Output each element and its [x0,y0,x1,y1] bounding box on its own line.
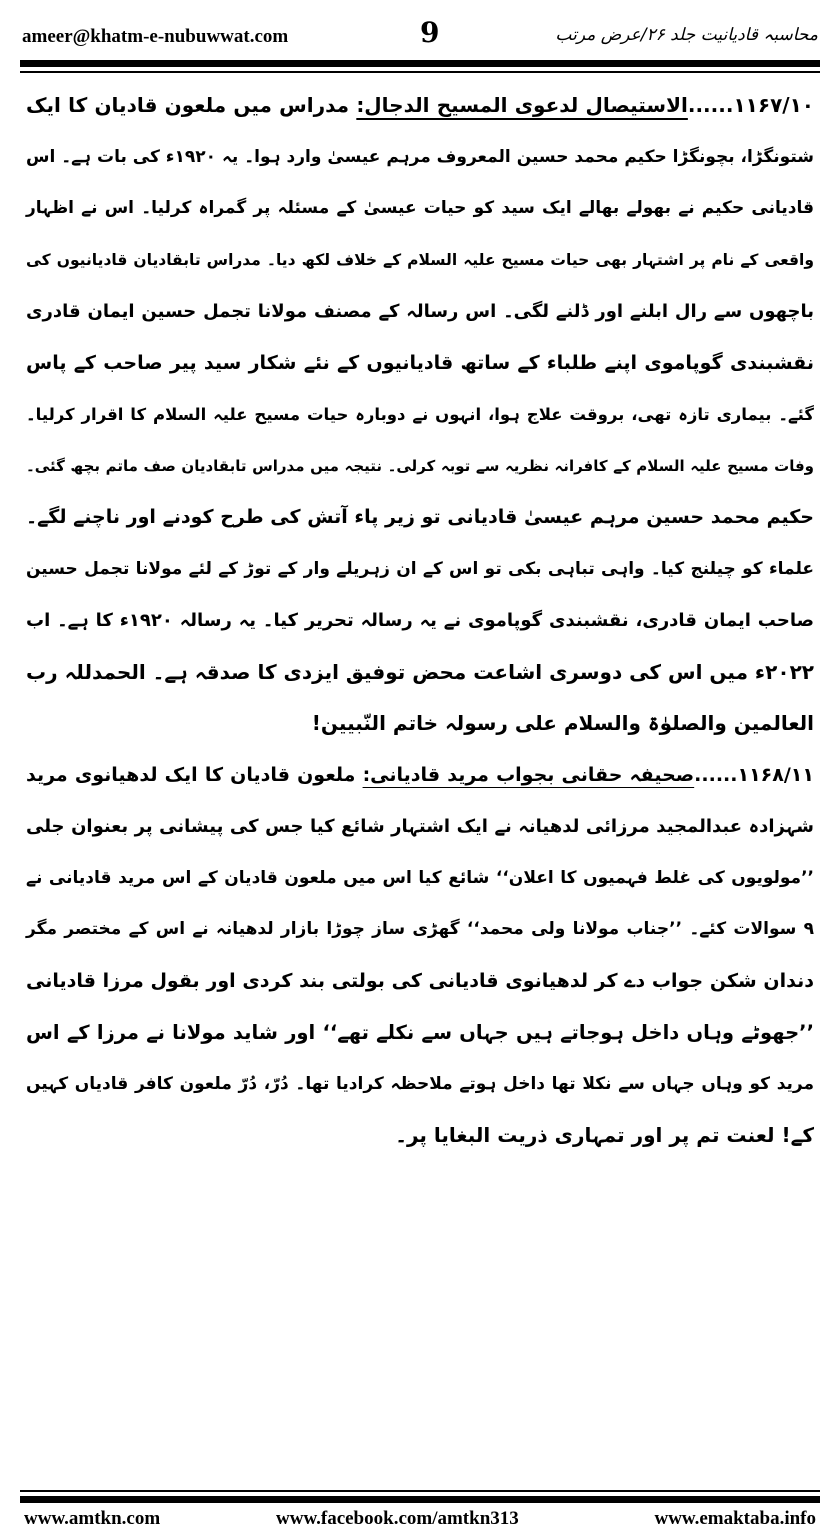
body-text [26,80,814,1162]
text-line [26,698,814,750]
text-line [26,389,814,441]
text-line [26,647,814,699]
text-line [26,235,814,287]
line-text: دندان شکن جواب دے کر لدھیانوی قادیانی کی بولتی بند کردی اور بقول مرزا قادیانی [26,969,814,992]
footer-rule-thin [20,1490,820,1492]
line-text: مرید کو وہاں جہاں سے نکلا تھا داخل ہوتے ملاحظہ کرادیا تھا۔ دُرّ، دُرّ ملعون کافر قادیاں کہیں [26,1073,814,1094]
line-text: حکیم محمد حسین مرہم عیسیٰ قادیانی تو زیر پاء آتش کی طرح کودنے اور ناچنے لگے۔ [26,506,814,528]
footer-link-emaktaba[interactable]: www.emaktaba.info [654,1508,816,1529]
text-line [26,750,814,802]
line-text: ’’مولویوں کی غلط فہمیوں کا اعلان‘‘ شائع کیا اس میں ملعون قادیان کے اس مرید قادیانی نے [26,867,814,888]
text-line [26,80,814,132]
text-line [26,286,814,338]
text-line [26,904,814,956]
line-text: ۲۰۲۲ء میں اس کی دوسری اشاعت محض توفیق ایزدی کا صدقہ ہے۔ الحمدللہ رب [26,659,814,684]
footer-link-facebook[interactable]: www.facebook.com/amtkn313 [276,1508,519,1529]
footer-rule-thick [20,1496,820,1503]
line-text: علماء کو چیلنج کیا۔ واہی تباہی بکی تو اس کے ان زہریلے وار کے توڑ کے لئے مولانا تجمل حسین [26,558,814,579]
text-line [26,801,814,853]
page-number: 9 [420,16,440,49]
text-line [26,956,814,1008]
text-line [26,492,814,544]
page-header [20,14,820,58]
line-text: شہزادہ عبدالمجید مرزائی لدھیانہ نے ایک اشتہار شائع کیا جس کی پیشانی پر بعنوان جلی [26,816,814,837]
line-text: العالمین والصلوٰۃ والسلام علی رسولہ خاتم النّبیین! [311,711,814,735]
header-rule-thick [20,60,820,67]
text-line [26,1007,814,1059]
text-line [26,338,814,390]
line-text: واقعی کے نام پر اشتہار بھی حیات مسیح علیہ السلام کے خلاف لکھ دیا۔ مدراس تابقادیان قادیانیوں کی [26,250,814,269]
line-text: وفات مسیح علیہ السلام کے کافرانہ نظریہ سے توبہ کرلی۔ نتیجہ میں مدراس تابقادیان صف ماتم بچھ گئی۔ [26,456,814,475]
line-text: صاحب ایمان قادری، نقشبندی گوپاموی نے یہ رسالہ تحریر کیا۔ یہ رسالہ ۱۹۲۰ء کا ہے۔ اب [26,610,814,631]
text-line [26,1110,814,1162]
line-text: باچھوں سے رال ابلنے اور ڈلنے لگی۔ اس رسالہ کے مصنف مولانا تجمل حسین ایمان قادری [26,301,814,322]
page-footer [20,1508,820,1538]
line-text: ۹ سوالات کئے۔ ’’جناب مولانا ولی محمد‘‘ گھڑی ساز چوڑا بازار لدھیانہ نے اس کے مختصر مگر [26,919,814,939]
footer-link-amtkn[interactable]: www.amtkn.com [24,1508,161,1529]
line-text: نقشبندی گوپاموی اپنے طلباء کے ساتھ قادیانیوں کے نئے شکار سید پیر صاحب کے پاس [26,351,814,374]
line-text: گئے۔ بیماری تازہ تھی، بروقت علاج ہوا، انہوں نے دوبارہ حیات مسیح علیہ السلام کا اقرار کرلیا۔ [26,405,814,424]
entry-number: ۱۱۶۸/۱۱...... [694,763,815,786]
line-text: مدراس میں ملعون قادیان کا ایک [26,93,357,117]
line-text: ’’جھوٹے وہاں داخل ہوجاتے ہیں جہاں سے نکلے تھے‘‘ اور شاید مولانا نے مرزا کے اس [26,1021,814,1044]
running-title: محاسبہ قادیانیت جلد ۲۶/عرض مرتب [555,25,818,45]
entry-heading: صحیفہ حقانی بجواب مرید قادیانی: [362,763,695,786]
header-rule-thin [20,71,820,73]
header-email: ameer@khatm-e-nubuwwat.com [22,26,289,47]
text-line [26,1059,814,1111]
text-line [26,183,814,235]
text-line [26,132,814,184]
line-text: ملعون قادیان کا ایک لدھیانوی مرید [26,763,363,786]
text-line [26,853,814,905]
text-line [26,441,814,493]
text-line [26,595,814,647]
entry-number: ۱۱۶۷/۱۰...... [687,93,814,117]
text-line [26,544,814,596]
line-text: کے! لعنت تم پر اور تمہاری ذریت البغایا پر۔ [395,1123,814,1147]
line-text: شتونگڑا، بچونگڑا حکیم محمد حسین المعروف مرہم عیسیٰ وارد ہوا۔ یہ ۱۹۲۰ء کی بات ہے۔ اس [26,146,814,167]
line-text: قادیانی حکیم نے بھولے بھالے ایک سید کو حیات عیسیٰ کے مسئلہ پر گمراہ کرلیا۔ اس نے اظہار [26,198,814,218]
entry-heading: الاستیصال لدعوی المسیح الدجال: [356,93,688,117]
